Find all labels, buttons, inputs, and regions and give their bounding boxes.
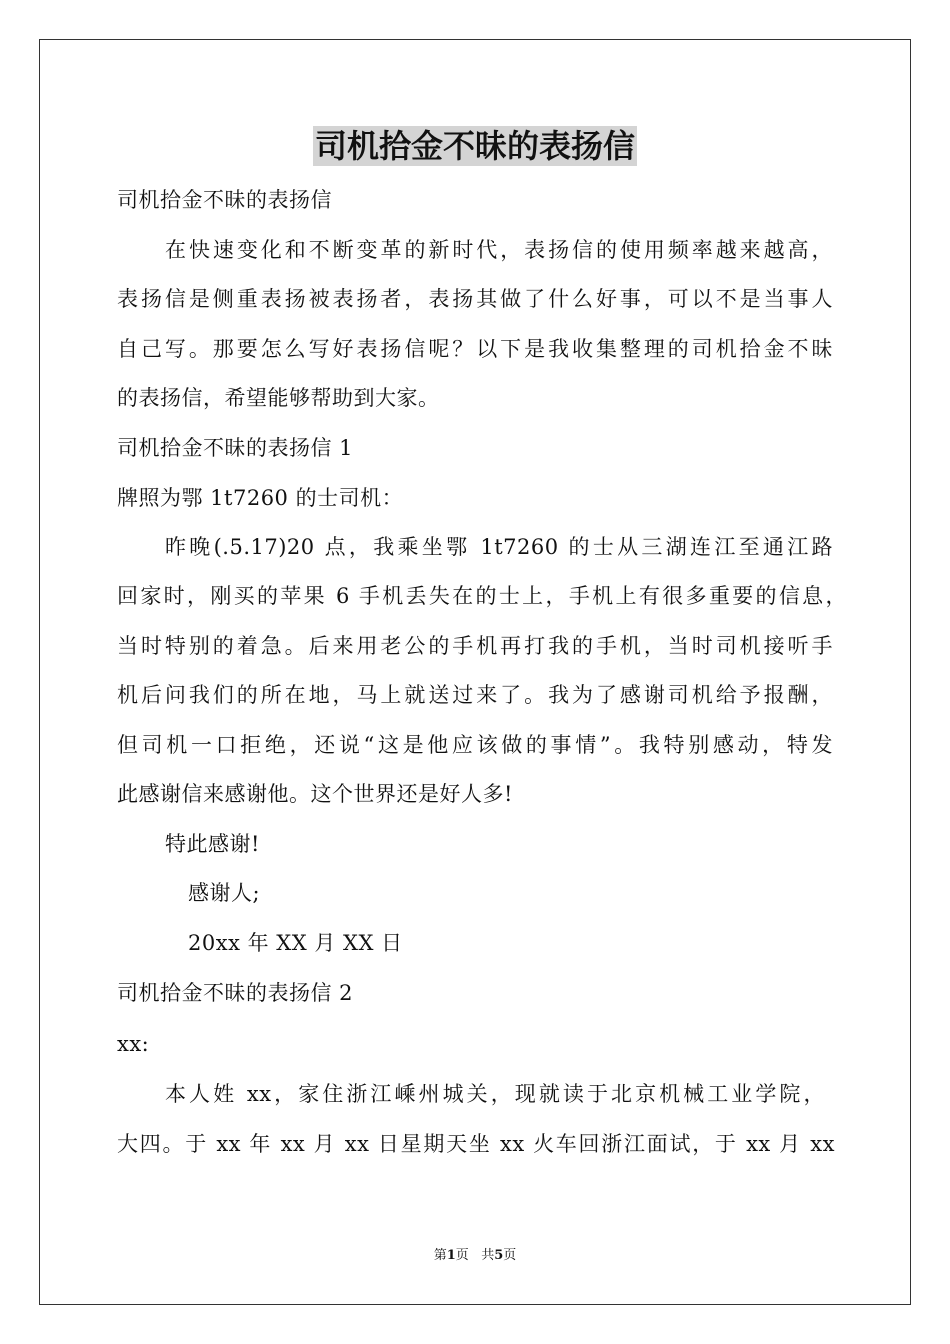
paragraph-line: 表扬信是侧重表扬被表扬者，表扬其做了什么好事，可以不是当事人 [117,287,833,311]
title-container [0,126,950,166]
document-title: 司机拾金不昧的表扬信 [314,127,635,165]
page-border [39,39,911,1305]
paragraph-line: 此感谢信来感谢他。这个世界还是好人多! [117,782,513,806]
total-unit: 页 [503,1248,517,1263]
date-line: 20xx 年 XX 月 XX 日 [188,931,403,955]
paragraph-line: 本人姓 xx，家住浙江嵊州城关，现就读于北京机械工业学院， [165,1082,825,1106]
paragraph-line: 但司机一口拒绝，还说“这是他应该做的事情”。我特别感动，特发 [117,733,833,757]
total-pages: 5 [494,1248,504,1263]
subtitle-line: 司机拾金不昧的表扬信 [117,188,332,212]
section-heading: 司机拾金不昧的表扬信 2 [117,981,354,1005]
paragraph-line: 大四。于 xx 年 xx 月 xx 日星期天坐 xx 火车回浙江面试，于 xx 月 xx [117,1132,835,1156]
salutation-line: 牌照为鄂 1t7260 的士司机： [117,486,404,510]
total-prefix: 共 [481,1248,495,1263]
page-prefix: 第 [433,1248,447,1263]
paragraph-line: 回家时，刚买的苹果 6 手机丢失在的士上，手机上有很多重要的信息， [117,584,847,608]
closing-line: 特此感谢! [165,832,260,856]
page-unit: 页 [455,1248,469,1263]
paragraph-line: 当时特别的着急。后来用老公的手机再打我的手机，当时司机接听手 [117,634,833,658]
paragraph-line: 昨晚(.5.17)20 点，我乘坐鄂 1t7260 的士从三湖连江至通江路 [165,535,833,559]
paragraph-line: 的表扬信，希望能够帮助到大家。 [117,386,440,410]
paragraph-line: 在快速变化和不断变革的新时代，表扬信的使用频率越来越高， [165,238,833,262]
section-heading: 司机拾金不昧的表扬信 1 [117,436,354,460]
page-footer [0,1247,950,1265]
page-number: 1 [446,1248,456,1263]
paragraph-line: 自己写。那要怎么写好表扬信呢？以下是我收集整理的司机拾金不昧 [117,337,833,361]
paragraph-line: 机后问我们的所在地，马上就送过来了。我为了感谢司机给予报酬， [117,683,833,707]
signature-line: 感谢人; [188,881,261,905]
salutation-line: xx: [117,1032,150,1056]
